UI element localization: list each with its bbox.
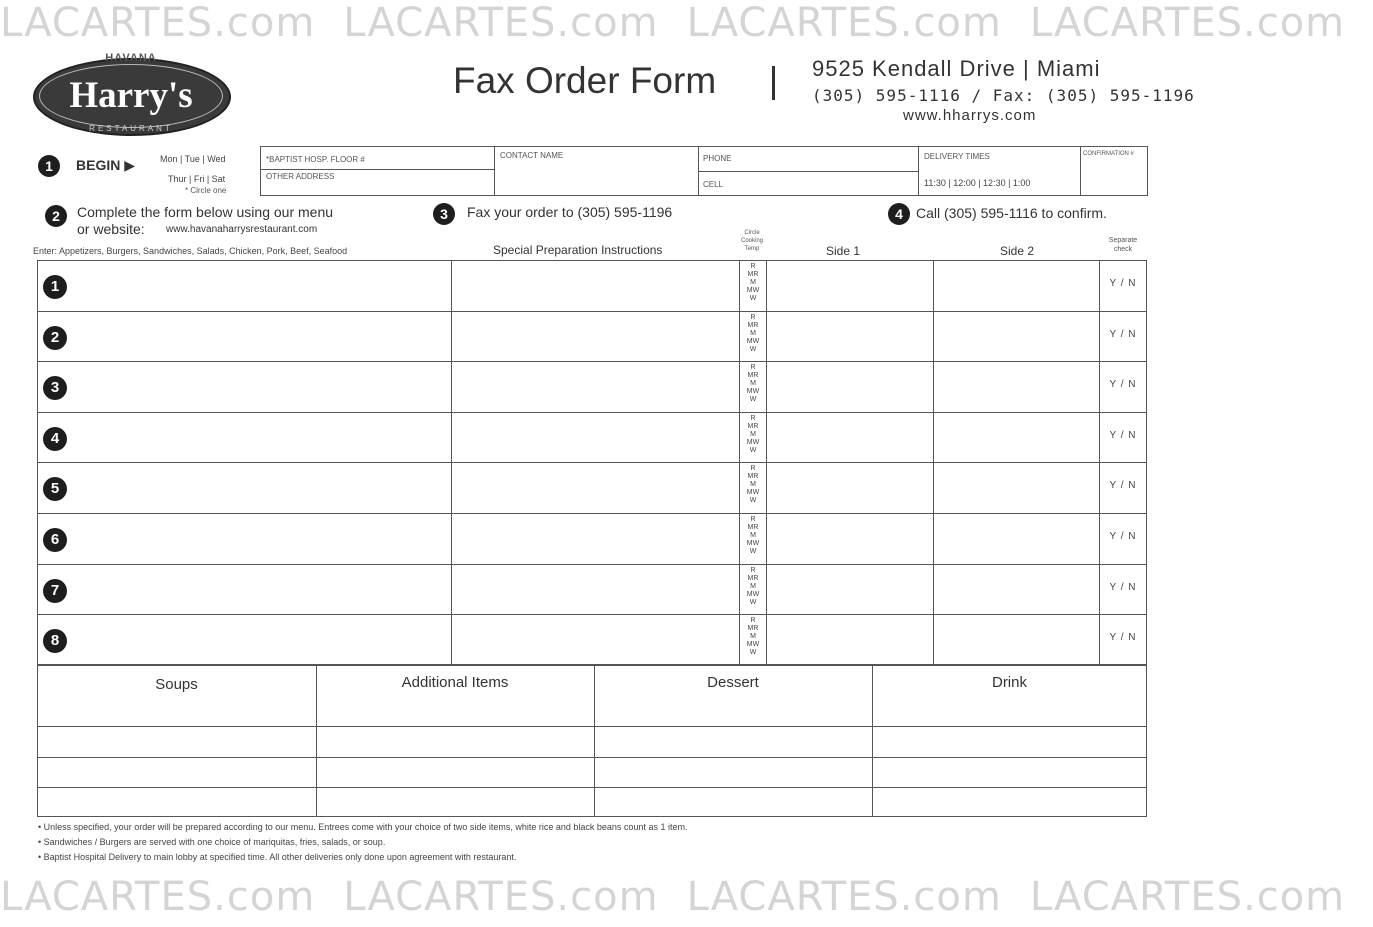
soups-header: Soups xyxy=(155,676,198,693)
cooking-temp-option[interactable]: MW xyxy=(746,489,760,496)
circle-one-note: * Circle one xyxy=(185,186,227,195)
cooking-temp-option[interactable]: M xyxy=(750,532,756,539)
cooking-temp-option[interactable]: MW xyxy=(746,591,760,598)
harrys-logo xyxy=(33,52,229,138)
cooking-temp-option[interactable]: M xyxy=(750,481,756,488)
row-divider xyxy=(37,787,1147,788)
cooking-temp-option[interactable]: R xyxy=(750,617,756,624)
logo-top-text: HAVANA xyxy=(105,52,157,64)
cooking-temp-option[interactable]: R xyxy=(750,314,756,321)
cooking-temp-option[interactable]: MR xyxy=(747,423,759,430)
cooking-temp-option[interactable]: M xyxy=(750,330,756,337)
watermark-text: LACARTES.com xyxy=(0,874,316,920)
cooking-temp-header: Circle Cooking Temp xyxy=(740,230,763,252)
cooking-temp-option[interactable]: MW xyxy=(746,388,760,395)
row-divider xyxy=(37,361,1147,362)
note-2: • Sandwiches / Burgers are served with one choice of mariquitas, fries, salads, or soup. xyxy=(38,837,386,847)
watermark-text: LACARTES.com xyxy=(686,0,1002,46)
cooking-temp-options[interactable] xyxy=(741,263,765,303)
cooking-temp-options[interactable] xyxy=(741,465,765,505)
step-2-text: Complete the form below using our menu xyxy=(77,204,334,220)
watermark-text: LACARTES.com xyxy=(0,0,316,46)
begin-label: BEGIN ▶ xyxy=(76,157,135,173)
cooking-temp-option[interactable]: M xyxy=(750,279,756,286)
cell-field-label[interactable]: CELL xyxy=(703,180,724,189)
cooking-temp-option[interactable]: R xyxy=(750,567,756,574)
row-divider xyxy=(37,726,1147,727)
phone-field-label[interactable]: PHONE xyxy=(703,154,732,163)
cooking-temp-option[interactable]: W xyxy=(749,396,757,403)
cooking-temp-options[interactable] xyxy=(741,567,765,607)
separate-check-yn[interactable]: Y / N xyxy=(1109,632,1137,643)
order-row-number: 3 xyxy=(43,376,67,400)
row-divider xyxy=(37,564,1147,565)
cooking-temp-option[interactable]: W xyxy=(749,497,757,504)
cooking-temp-option[interactable]: R xyxy=(750,364,756,371)
cooking-temp-option[interactable]: M xyxy=(750,431,756,438)
order-row-number: 7 xyxy=(43,579,67,603)
row-divider xyxy=(37,412,1147,413)
cooking-temp-option[interactable]: W xyxy=(749,599,757,606)
cooking-temp-option[interactable]: M xyxy=(750,633,756,640)
order-row-number: 4 xyxy=(43,427,67,451)
watermark-text: LACARTES.com xyxy=(686,874,1002,920)
cooking-temp-option[interactable]: W xyxy=(749,548,757,555)
separate-check-yn[interactable]: Y / N xyxy=(1109,480,1137,491)
restaurant-address: 9525 Kendall Drive | Miami xyxy=(812,56,1101,81)
watermark-text: LACARTES.com xyxy=(343,0,659,46)
step-4-badge: 4 xyxy=(888,203,910,225)
logo-name: Harry's xyxy=(69,75,193,116)
cooking-temp-option[interactable]: R xyxy=(750,415,756,422)
col-divider xyxy=(1080,146,1081,196)
cooking-temp-option[interactable]: MR xyxy=(747,372,759,379)
cooking-temp-option[interactable]: MW xyxy=(746,338,760,345)
row-divider xyxy=(37,757,1147,758)
restaurant-phones: (305) 595-1116 / Fax: (305) 595-1196 xyxy=(812,86,1195,105)
separate-check-header: Separate check xyxy=(1108,237,1138,253)
enter-items-label: Enter: Appetizers, Burgers, Sandwiches, Salads, Chicken, Pork, Beef, Seafood xyxy=(33,246,348,256)
phone-divider xyxy=(698,171,918,172)
order-row-number: 1 xyxy=(43,275,67,299)
cooking-temp-option[interactable]: MR xyxy=(747,271,759,278)
cooking-temp-option[interactable]: MR xyxy=(747,575,759,582)
row-divider xyxy=(37,513,1147,514)
contact-name-field-label[interactable]: CONTACT NAME xyxy=(500,151,564,160)
note-3: • Baptist Hospital Delivery to main lobby at specified time. All other deliveries only done upon agreement with restaurant. xyxy=(38,852,517,862)
step-2-text-line-2: or website: xyxy=(77,221,145,237)
watermark-bottom xyxy=(0,874,1346,920)
cooking-temp-option[interactable]: W xyxy=(749,649,757,656)
watermark-text: LACARTES.com xyxy=(1029,874,1346,920)
cooking-temp-options[interactable] xyxy=(741,415,765,455)
side-2-header: Side 2 xyxy=(1000,244,1035,258)
separate-check-yn[interactable]: Y / N xyxy=(1109,582,1137,593)
cooking-temp-option[interactable]: R xyxy=(750,516,756,523)
cooking-temp-option[interactable]: R xyxy=(750,263,756,270)
separate-check-yn[interactable]: Y / N xyxy=(1109,379,1137,390)
drink-header: Drink xyxy=(991,674,1027,691)
confirmation-label[interactable]: CONFIRMATION # xyxy=(1083,151,1134,157)
order-row-number: 2 xyxy=(43,326,67,350)
cooking-temp-option[interactable]: MW xyxy=(746,439,760,446)
col-divider xyxy=(494,146,495,196)
row-divider xyxy=(37,311,1147,312)
cooking-temp-option[interactable]: MW xyxy=(746,641,760,648)
logo-bottom-text: RESTAURANT xyxy=(89,124,173,133)
dessert-header: Dessert xyxy=(707,674,759,691)
separate-check-yn[interactable]: Y / N xyxy=(1109,329,1137,340)
cooking-temp-option[interactable]: W xyxy=(749,447,757,454)
cooking-temp-option[interactable]: W xyxy=(749,346,757,353)
row-divider xyxy=(37,462,1147,463)
cooking-temp-option[interactable]: MR xyxy=(747,625,759,632)
watermark-text: LACARTES.com xyxy=(1029,0,1346,46)
cooking-temp-option[interactable]: W xyxy=(749,295,757,302)
cooking-temp-option[interactable]: M xyxy=(750,380,756,387)
cooking-temp-option[interactable]: MR xyxy=(747,473,759,480)
other-address-field-label[interactable]: OTHER ADDRESS xyxy=(266,172,335,181)
page-title: Fax Order Form xyxy=(453,60,717,101)
delivery-times-label: DELIVERY TIMES xyxy=(924,152,990,161)
order-row-number: 5 xyxy=(43,477,67,501)
cooking-temp-options[interactable] xyxy=(741,364,765,404)
restaurant-website: www.hharrys.com xyxy=(903,107,1037,124)
additional-items-header: Additional Items xyxy=(401,674,509,691)
delivery-times-options[interactable]: 11:30 | 12:00 | 12:30 | 1:00 xyxy=(924,178,1031,188)
separate-check-yn[interactable]: Y / N xyxy=(1109,278,1137,289)
cooking-temp-option[interactable]: R xyxy=(750,465,756,472)
separate-check-yn[interactable]: Y / N xyxy=(1109,531,1137,542)
cooking-temp-option[interactable]: MR xyxy=(747,524,759,531)
cooking-temp-options[interactable] xyxy=(741,314,765,354)
cooking-temp-option[interactable]: MW xyxy=(746,540,760,547)
address-field-label[interactable]: *BAPTIST HOSP. FLOOR # xyxy=(266,155,365,164)
menu-website[interactable]: www.havanaharrysrestaurant.com xyxy=(166,224,318,235)
side-1-header: Side 1 xyxy=(826,244,861,258)
step-3-text: Fax your order to (305) 595-1196 xyxy=(467,204,673,220)
step-4-text: Call (305) 595-1116 to confirm. xyxy=(916,205,1107,221)
order-row-number: 8 xyxy=(43,629,67,653)
days-row-2[interactable]: Thur | Fri | Sat xyxy=(168,174,226,184)
step-1-badge: 1 xyxy=(38,155,60,177)
days-row-1[interactable]: Mon | Tue | Wed xyxy=(160,154,226,164)
col-divider xyxy=(918,146,919,196)
cooking-temp-option[interactable]: MW xyxy=(746,287,760,294)
cooking-temp-option[interactable]: MR xyxy=(747,322,759,329)
watermark-text: LACARTES.com xyxy=(343,874,659,920)
separate-check-yn[interactable]: Y / N xyxy=(1109,430,1137,441)
step-3-badge: 3 xyxy=(433,203,455,225)
watermark-top xyxy=(0,0,1346,46)
row-divider xyxy=(37,614,1147,615)
cooking-temp-options[interactable] xyxy=(741,617,765,657)
note-1: • Unless specified, your order will be prepared according to our menu. Entrees come with your choice of two side items, white rice and black beans count as 1 item. xyxy=(38,822,688,832)
order-row-number: 6 xyxy=(43,528,67,552)
step-2-badge: 2 xyxy=(45,205,67,227)
special-instructions-header: Special Preparation Instructions xyxy=(493,243,663,257)
cooking-temp-option[interactable]: M xyxy=(750,583,756,590)
header-divider xyxy=(772,66,775,100)
address-divider xyxy=(260,169,494,170)
cooking-temp-options[interactable] xyxy=(741,516,765,556)
